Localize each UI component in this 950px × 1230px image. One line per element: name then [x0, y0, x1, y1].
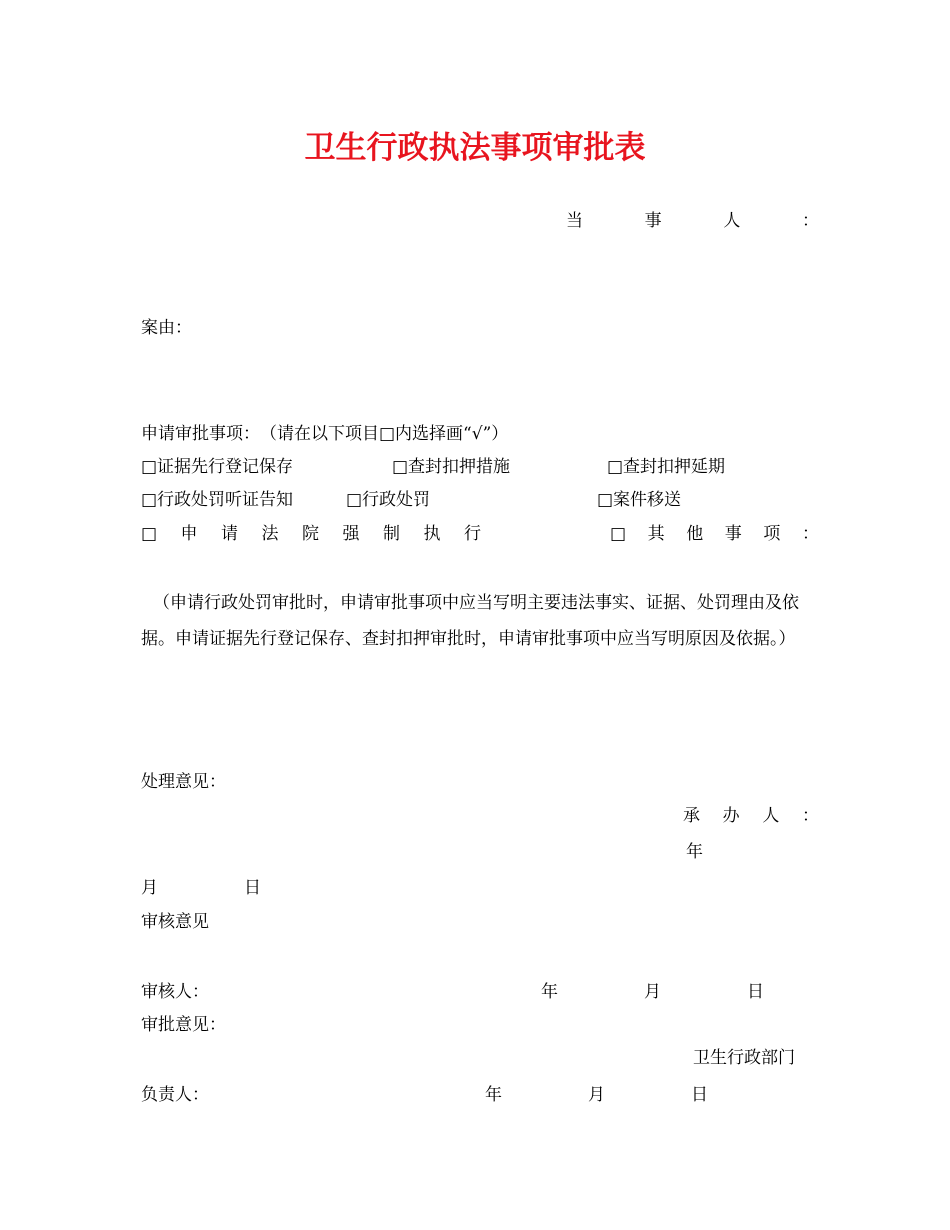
approval-opinion-label: 审批意见： [141, 1015, 226, 1035]
handler-char: 承 [683, 806, 700, 826]
handler-day: 日 [244, 878, 261, 898]
option-char: 院 [302, 524, 319, 544]
option-char: 执 [423, 524, 441, 544]
option-char: 制 [382, 524, 400, 544]
review-opinion-label: 审核意见 [141, 912, 209, 932]
option-char: ： [801, 524, 819, 544]
option-char: 其 [647, 524, 665, 544]
party-label [566, 210, 819, 232]
responsible-year: 年 [485, 1085, 502, 1105]
party-char: 人 [723, 211, 741, 231]
handler-char: 办 [722, 806, 740, 826]
option-char: 事 [724, 524, 742, 544]
case-reason-label: 案由： [141, 318, 192, 338]
option-hearing-notice[interactable]: □行政处罚听证告知 [141, 490, 294, 510]
reviewer-label: 审核人： [141, 982, 209, 1002]
responsible-label: 负责人： [141, 1085, 209, 1105]
option-char: □ [141, 524, 158, 544]
handler-char: ： [801, 806, 819, 826]
party-char: 事 [644, 211, 662, 231]
option-char: □ [610, 524, 627, 544]
option-court-enforcement[interactable] [141, 523, 481, 545]
handler-char: 人 [762, 806, 780, 826]
option-char: 他 [686, 524, 704, 544]
handling-opinion-label: 处理意见： [141, 772, 226, 792]
party-char: ： [801, 211, 819, 231]
option-char: 强 [342, 524, 360, 544]
party-char: 当 [566, 211, 583, 231]
apply-items-label: 申请审批事项： （请在以下项目□内选择画“√”） [141, 424, 509, 444]
form-title: 卫生行政执法事项审批表 [304, 130, 646, 166]
option-char: 法 [261, 524, 279, 544]
option-administrative-penalty[interactable]: □行政处罚 [346, 490, 431, 510]
option-seizure-measure[interactable]: □查封扣押措施 [392, 457, 511, 477]
option-char: 请 [221, 524, 239, 544]
reviewer-month: 月 [644, 982, 661, 1002]
option-case-transfer[interactable]: □案件移送 [597, 490, 682, 510]
handler-label [683, 805, 819, 827]
handler-month: 月 [141, 878, 158, 898]
option-char: 行 [463, 524, 481, 544]
reviewer-year: 年 [541, 982, 558, 1002]
option-seizure-extension[interactable]: □查封扣押延期 [607, 457, 726, 477]
option-char: 申 [180, 524, 198, 544]
option-evidence-preservation[interactable]: □证据先行登记保存 [141, 457, 294, 477]
reviewer-day: 日 [747, 982, 764, 1002]
responsible-month: 月 [588, 1085, 605, 1105]
instruction-note: （申请行政处罚审批时，申请审批事项中应当写明主要违法事实、证据、处罚理由及依据。申请证据先行登记保存、查封扣押审批时，申请审批事项中应当写明原因及依据。） [141, 593, 799, 649]
department-label: 卫生行政部门 [693, 1048, 795, 1068]
option-char: 项 [763, 524, 781, 544]
option-other-matters[interactable] [610, 523, 819, 545]
responsible-day: 日 [691, 1085, 708, 1105]
handler-year: 年 [686, 842, 703, 862]
